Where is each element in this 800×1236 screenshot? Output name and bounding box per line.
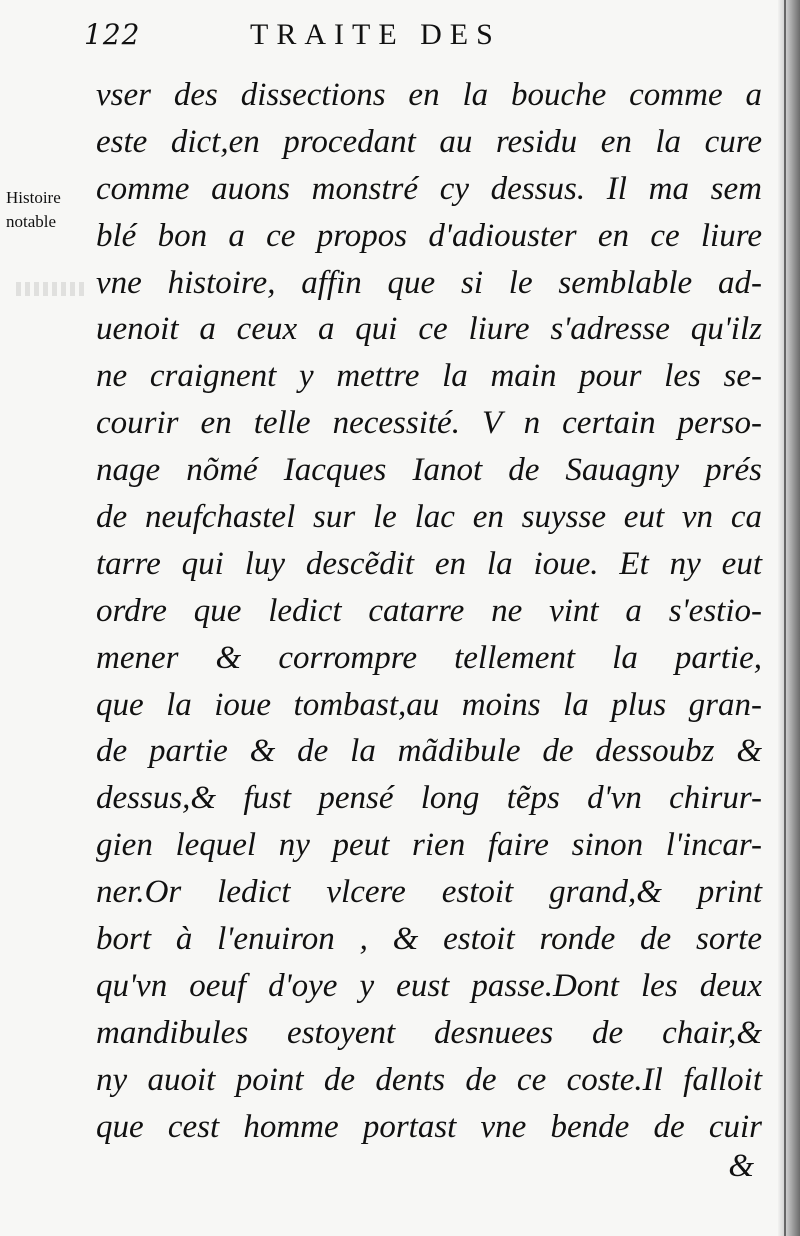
page-edge-shadow bbox=[778, 0, 800, 1236]
body-text bbox=[96, 72, 762, 1150]
page-header bbox=[0, 16, 800, 56]
text-line: este dict,en procedant au residu en la cure bbox=[96, 123, 762, 160]
catchword: & bbox=[728, 1148, 754, 1184]
margin-note-line: Histoire bbox=[6, 188, 61, 207]
running-title: TRAITE DES bbox=[250, 18, 501, 51]
text-line: blé bon a ce propos d'adiouster en ce liure bbox=[96, 217, 762, 254]
text-line: nage nõmé Iacques Ianot de Sauagny prés bbox=[96, 452, 762, 489]
text-line: que cest homme portast vne bende de cuir bbox=[96, 1108, 762, 1145]
text-line: ordre que ledict catarre ne vint a s'estio- bbox=[96, 592, 762, 629]
text-line: qu'vn oeuf d'oye y eust passe.Dont les deux bbox=[96, 967, 762, 1004]
text-line: dessus,& fust pensé long tẽps d'vn chirur- bbox=[96, 780, 762, 817]
text-line: que la ioue tombast,au moins la plus gran- bbox=[96, 686, 762, 723]
margin-note-line: notable bbox=[6, 212, 57, 231]
margin-note bbox=[6, 186, 90, 234]
page-number: 122 bbox=[84, 18, 141, 51]
text-line: de neufchastel sur le lac en suysse eut vn ca bbox=[96, 499, 762, 536]
text-line: ny auoit point de dents de ce coste.Il falloit bbox=[96, 1061, 762, 1098]
text-line: mandibules estoyent desnuees de chair,& bbox=[96, 1014, 762, 1051]
text-line: bort à l'enuiron , & estoit ronde de sorte bbox=[96, 921, 762, 958]
text-line: ne craignent y mettre la main pour les se- bbox=[96, 358, 762, 395]
bleed-through-mark bbox=[16, 282, 86, 296]
text-line: comme auons monstré cy dessus. Il ma sem bbox=[96, 170, 762, 207]
text-line: vne histoire, affin que si le semblable ad- bbox=[96, 264, 762, 301]
text-line: gien lequel ny peut rien faire sinon l'incar- bbox=[96, 827, 762, 864]
text-line: vser des dissections en la bouche comme a bbox=[96, 77, 762, 113]
text-line: courir en telle necessité. V n certain perso- bbox=[96, 405, 762, 442]
text-line: ner.Or ledict vlcere estoit grand,& print bbox=[96, 874, 762, 911]
binding-edge-line bbox=[784, 0, 786, 1236]
text-line: mener & corrompre tellement la partie, bbox=[96, 639, 762, 676]
text-line: de partie & de la mãdibule de dessoubz & bbox=[96, 733, 762, 770]
text-line: uenoit a ceux a qui ce liure s'adresse qu'ilz bbox=[96, 311, 762, 348]
text-line: tarre qui luy descẽdit en la ioue. Et ny eut bbox=[96, 545, 762, 582]
